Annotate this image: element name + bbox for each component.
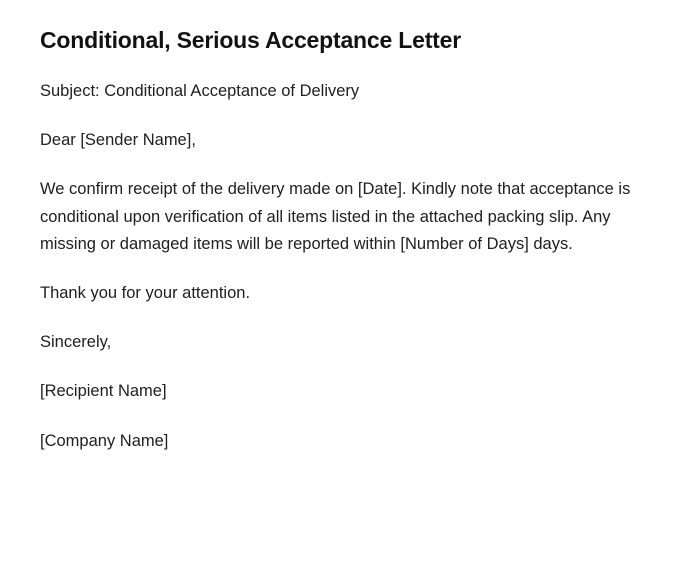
page-title: Conditional, Serious Acceptance Letter [40, 27, 461, 53]
signoff: Sincerely, [40, 333, 112, 352]
salutation: Dear [Sender Name], [40, 131, 196, 150]
company-name: [Company Name] [40, 431, 169, 450]
recipient-name: [Recipient Name] [40, 382, 167, 401]
subject-line: Subject: Conditional Acceptance of Delivery [40, 81, 360, 100]
closing-thanks: Thank you for your attention. [40, 283, 251, 302]
body-paragraph: We confirm receipt of the delivery made on [Date]. Kindly note that acceptance is conditional upon verification of all items listed in the attached packing slip. Any missing or damaged items will be reported within [Number of Days] days. [40, 180, 631, 253]
